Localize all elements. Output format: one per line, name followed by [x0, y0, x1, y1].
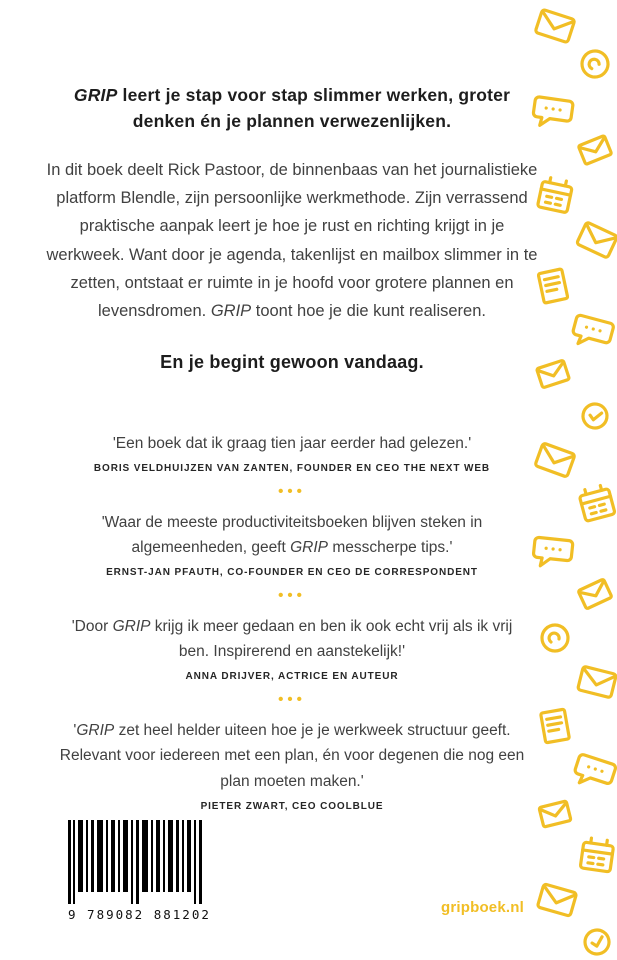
quote-block	[38, 510, 546, 578]
quote-text-part: messcherpe tips.'	[328, 538, 453, 556]
quote-block	[38, 431, 546, 474]
quote-block	[38, 614, 546, 682]
barcode-bars	[68, 820, 208, 904]
quote-text-part: zet heel helder uiteen hoe je je werkweek structuur geeft. Relevant voor iedereen met een plan, én voor degenen die nog een plan moeten maken.'	[59, 722, 525, 790]
intro-text-2: toont hoe je die kunt realiseren.	[251, 302, 486, 321]
website-url: gripboek.nl	[440, 899, 524, 916]
quotes-section	[38, 431, 546, 812]
barcode-number: 9 789082 881202	[68, 907, 211, 922]
dots-separator: •••	[278, 587, 306, 605]
quote-text	[38, 614, 546, 664]
quote-attribution: ERNST-JAN PFAUTH, CO-FOUNDER EN CEO DE CORRESPONDENT	[106, 567, 478, 579]
quote-block	[38, 718, 546, 811]
grip-title: GRIP	[210, 302, 252, 321]
call-to-action: En je begint gewoon vandaag.	[160, 351, 424, 372]
grip-title: GRIP	[290, 538, 329, 556]
grip-title: GRIP	[112, 618, 151, 636]
quote-attribution: ANNA DRIJVER, ACTRICE EN AUTEUR	[185, 671, 399, 683]
quote-text	[38, 510, 546, 560]
quote-attribution: BORIS VELDHUIJZEN VAN ZANTEN, FOUNDER EN CEO THE NEXT WEB	[93, 462, 491, 474]
headline-text: leert je stap voor stap slimmer werken, groter denken én je plannen verwezenlijken.	[117, 85, 511, 132]
intro-text-1: In dit boek deelt Rick Pastoor, de binnenbaas van het journalistieke platform Blendle, zijn persoonlijke werkmethode. Zijn verrassend praktische aanpak leert je hoe je rust en richting krijgt in je werkweek. Want door je agenda, takenlijst en mailbox slimmer in te zetten, ontstaat er ruimte in je hoofd voor grotere plannen en levensdromen.	[46, 160, 538, 321]
intro-paragraph	[38, 156, 546, 326]
quote-text-part: krijg ik meer gedaan en ben ik ook echt vrij als ik vrij ben. Inspirerend en aanstekelijk!'	[150, 618, 513, 661]
quote-text-part: 'Waar de meeste productiviteitsboeken blijven steken in algemeenheden, geeft	[101, 513, 483, 556]
headline	[38, 82, 546, 135]
quote-attribution: PIETER ZWART, CEO COOLBLUE	[200, 800, 384, 812]
cover-content	[38, 0, 546, 812]
quote-text	[38, 431, 546, 456]
grip-title: GRIP	[76, 722, 115, 740]
barcode	[68, 820, 211, 922]
quote-text-part: '	[73, 722, 77, 740]
dots-separator: •••	[278, 691, 306, 709]
dots-separator: •••	[278, 482, 306, 500]
quote-text-part: 'Een boek dat ik graag tien jaar eerder had gelezen.'	[112, 434, 472, 452]
quote-text-part: 'Door	[71, 618, 113, 636]
headline-grip-title: GRIP	[73, 85, 118, 105]
quote-text	[38, 718, 546, 793]
